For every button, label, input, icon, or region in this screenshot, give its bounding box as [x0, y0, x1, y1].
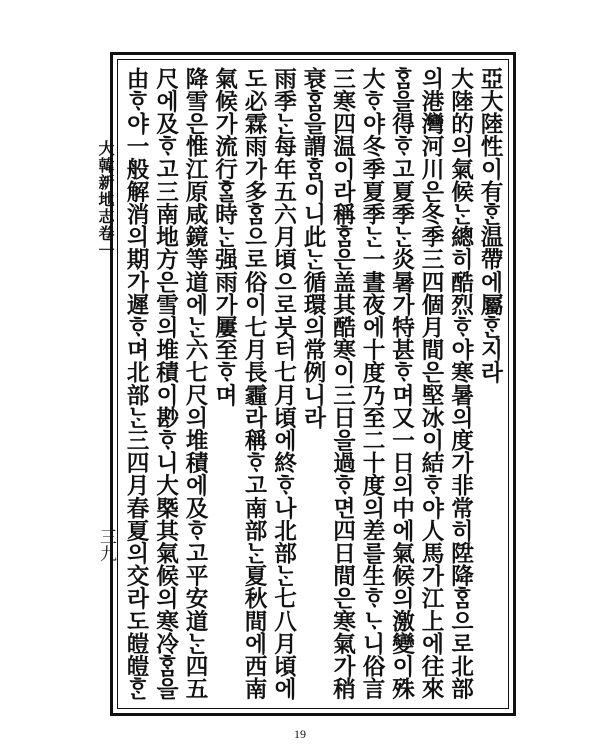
margin-book-title: 大韓新地志卷一	[96, 140, 115, 259]
text-column-12: 尺에及ᄒᆞ고三南地方은雪의堆積이尠ᄒᆞ니大槩其氣候의寒冷ᄒᆞᆷ을	[152, 67, 179, 700]
text-column-2: 大陸的의氣候ᄂᆞᆫ總히酷烈ᄒᆞ야寒暑의度가非常히陞降ᄒᆞᆷ으로北部	[447, 67, 474, 700]
text-column-9: 도必霖雨가多ᄒᆞᆷ으로俗이七月長霾라稱ᄒᆞ고南部ᄂᆞᆫ夏秋間에西南	[241, 67, 267, 700]
text-column-10: 氣候가流行ᄒᆞᆯ時ᄂᆞᆫ强雨가屢至ᄒᆞ며	[211, 67, 238, 406]
footer-page-number: 19	[294, 727, 306, 741]
margin-page-number: 三九	[96, 528, 116, 562]
body-text-area	[121, 63, 505, 705]
text-column-4: ᄒᆞᆷ을得ᄒᆞ고夏季ᄂᆞᆫ炎暑가特甚ᄒᆞ며又一日의中에氣候의激變이殊	[388, 67, 415, 700]
text-column-6: 三寒四温이라稱ᄒᆞᆷ은盖其酷寒이三日을過ᄒᆞ면四日間은寒氣가稍	[329, 67, 356, 700]
text-column-11: 降雪은惟江原咸鏡等道에ᄂᆞᆫ六七尺의堆積에及ᄒᆞ고平安道ᄂᆞᆫ四五	[182, 67, 208, 700]
text-column-8: 雨季ᄂᆞᆫ每年五六月頃으로붓터七月頃에終ᄒᆞ나北部ᄂᆞᆫ七八月頃에	[270, 67, 297, 700]
text-column-5: 大ᄒᆞ야冬季夏季ᄂᆞᆫ一晝夜에十度乃至二十度의差를生ᄒᆞᄂᆞ니俗言	[359, 67, 385, 700]
text-column-7: 衰ᄒᆞᆷ을謂ᄒᆞᆷ이니此ᄂᆞᆫ循環의常例니라	[300, 67, 326, 429]
text-column-13: 由ᄒᆞ야一般解消의期가遲ᄒᆞ며北部ᄂᆞᆫ三四月春夏의交라도皚皚ᄒᆞᆫ	[123, 67, 149, 700]
text-column-3: 의港灣河川은冬季三四個月間은堅冰이結ᄒᆞ야人馬가江上에往來	[418, 67, 444, 700]
text-column-1: 亞大陸性이有ᄒᆞᆫ温帶에屬ᄒᆞᆫ지라	[477, 67, 503, 384]
